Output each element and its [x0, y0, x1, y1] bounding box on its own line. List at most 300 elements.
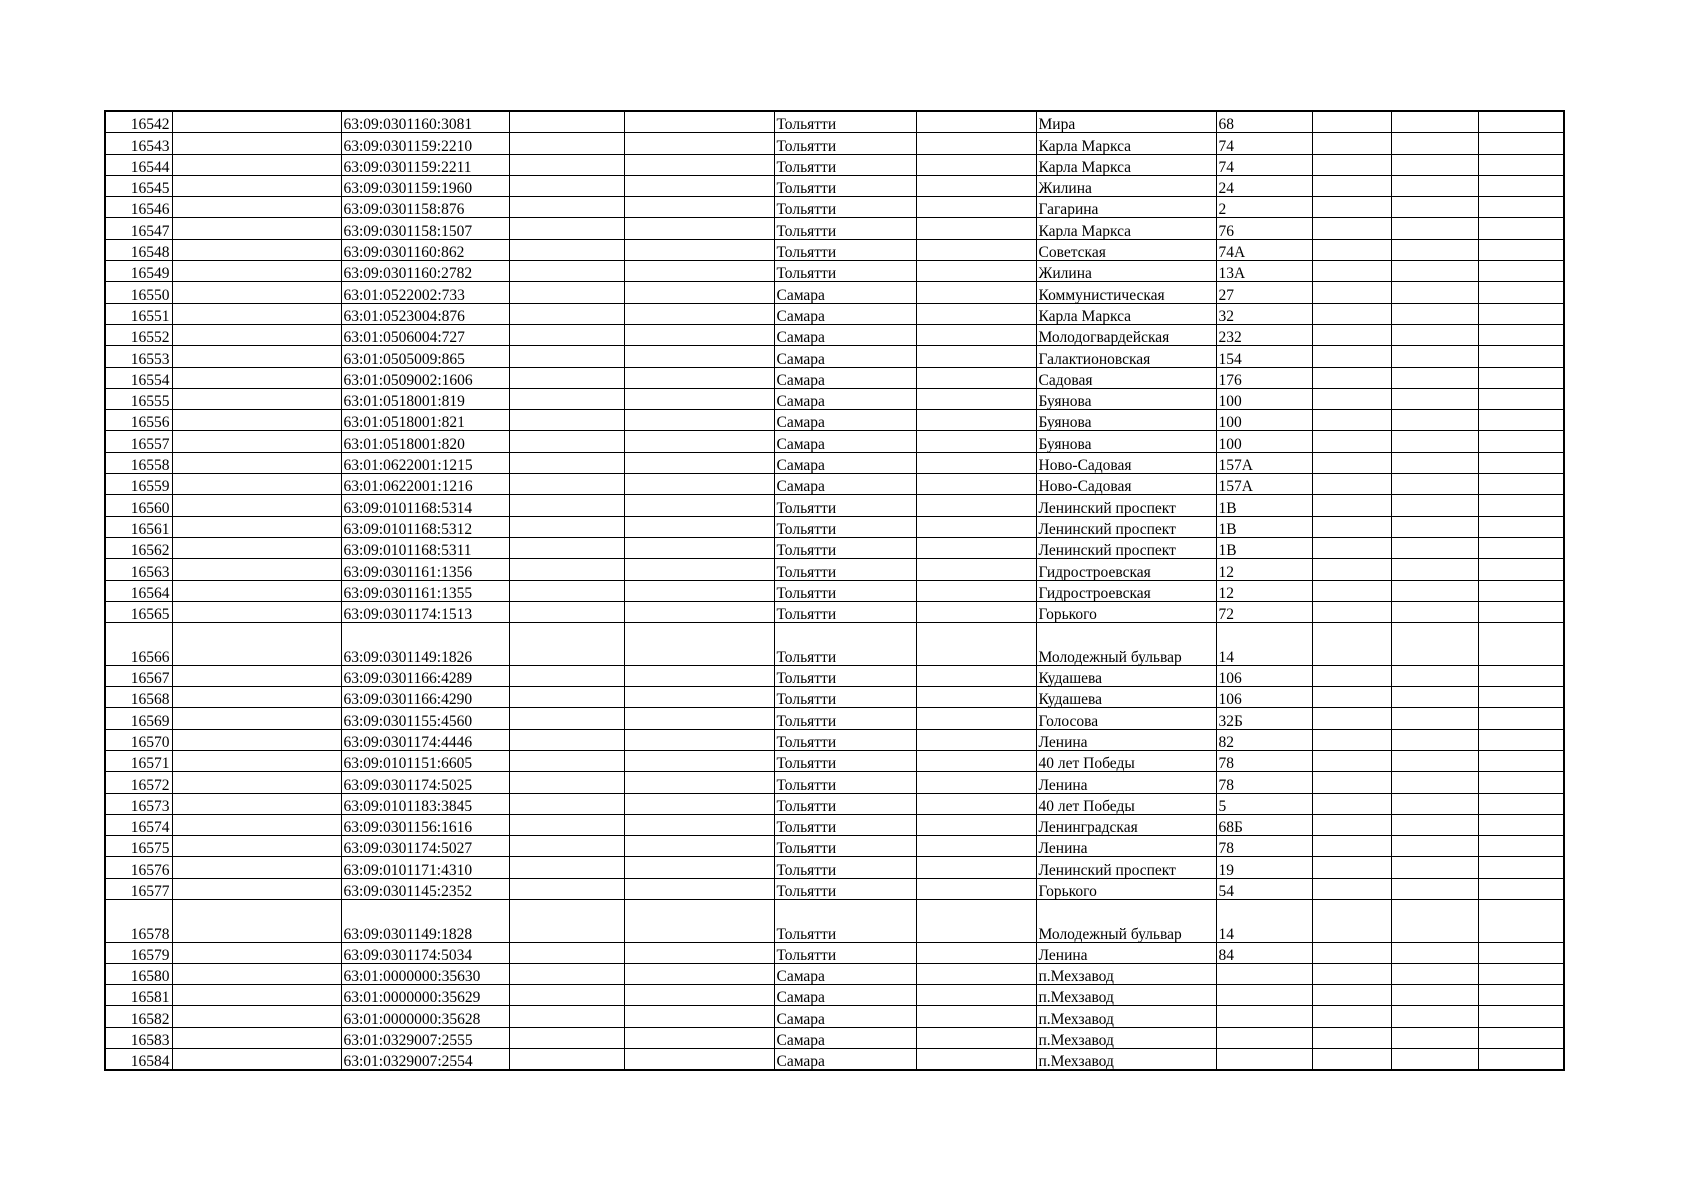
street-cell: Ленина: [1036, 772, 1216, 793]
empty-cell: [624, 665, 774, 686]
empty-cell: [624, 687, 774, 708]
empty-cell: [1478, 388, 1564, 409]
cadastral-number-cell: 63:09:0301158:876: [341, 197, 509, 218]
empty-cell: [916, 324, 1036, 345]
street-cell: Жилина: [1036, 175, 1216, 196]
empty-cell: [509, 899, 624, 942]
empty-cell: [624, 516, 774, 537]
street-cell: Ленинский проспект: [1036, 537, 1216, 558]
street-cell: п.Мехзавод: [1036, 1049, 1216, 1071]
table-row: [105, 452, 1564, 473]
empty-cell: [1391, 303, 1478, 324]
street-cell: 40 лет Победы: [1036, 750, 1216, 771]
empty-cell: [624, 431, 774, 452]
street-cell: Карла Маркса: [1036, 303, 1216, 324]
empty-cell: [916, 367, 1036, 388]
cadastral-number-cell: 63:09:0301166:4289: [341, 665, 509, 686]
empty-cell: [624, 495, 774, 516]
empty-cell: [172, 708, 341, 729]
empty-cell: [172, 899, 341, 942]
row-number-cell: 16545: [105, 175, 172, 196]
empty-cell: [509, 623, 624, 666]
empty-cell: [172, 985, 341, 1006]
empty-cell: [172, 836, 341, 857]
empty-cell: [509, 452, 624, 473]
empty-cell: [1312, 580, 1391, 601]
street-cell: Ленина: [1036, 836, 1216, 857]
empty-cell: [509, 324, 624, 345]
street-cell: п.Мехзавод: [1036, 1006, 1216, 1027]
empty-cell: [1391, 154, 1478, 175]
empty-cell: [509, 388, 624, 409]
house-number-cell: 72: [1216, 601, 1312, 622]
empty-cell: [1391, 261, 1478, 282]
empty-cell: [1391, 899, 1478, 942]
row-number-cell: 16573: [105, 793, 172, 814]
table-row: [105, 474, 1564, 495]
empty-cell: [624, 133, 774, 154]
empty-cell: [624, 537, 774, 558]
empty-cell: [1312, 367, 1391, 388]
empty-cell: [1391, 708, 1478, 729]
street-cell: Коммунистическая: [1036, 282, 1216, 303]
empty-cell: [1478, 261, 1564, 282]
empty-cell: [509, 793, 624, 814]
row-number-cell: 16551: [105, 303, 172, 324]
empty-cell: [916, 218, 1036, 239]
cadastral-number-cell: 63:01:0509002:1606: [341, 367, 509, 388]
cadastral-number-cell: 63:09:0301149:1826: [341, 623, 509, 666]
empty-cell: [1478, 495, 1564, 516]
empty-cell: [1312, 474, 1391, 495]
cadastral-number-cell: 63:09:0301159:1960: [341, 175, 509, 196]
house-number-cell: [1216, 985, 1312, 1006]
cadastral-number-cell: 63:01:0522002:733: [341, 282, 509, 303]
empty-cell: [1478, 559, 1564, 580]
empty-cell: [1391, 729, 1478, 750]
empty-cell: [916, 750, 1036, 771]
street-cell: Карла Маркса: [1036, 218, 1216, 239]
table-row: [105, 1027, 1564, 1048]
empty-cell: [509, 985, 624, 1006]
street-cell: Гагарина: [1036, 197, 1216, 218]
house-number-cell: 13А: [1216, 261, 1312, 282]
empty-cell: [916, 239, 1036, 260]
house-number-cell: 32: [1216, 303, 1312, 324]
street-cell: Кудашева: [1036, 687, 1216, 708]
empty-cell: [509, 857, 624, 878]
empty-cell: [509, 1027, 624, 1048]
empty-cell: [172, 687, 341, 708]
house-number-cell: 100: [1216, 410, 1312, 431]
empty-cell: [1391, 623, 1478, 666]
cadastral-number-cell: 63:01:0518001:820: [341, 431, 509, 452]
empty-cell: [1478, 580, 1564, 601]
empty-cell: [1391, 431, 1478, 452]
house-number-cell: 157А: [1216, 474, 1312, 495]
empty-cell: [624, 708, 774, 729]
empty-cell: [1478, 985, 1564, 1006]
empty-cell: [916, 410, 1036, 431]
cadastral-number-cell: 63:09:0301149:1828: [341, 899, 509, 942]
street-cell: Ново-Садовая: [1036, 452, 1216, 473]
row-number-cell: 16568: [105, 687, 172, 708]
city-cell: Тольятти: [774, 857, 916, 878]
house-number-cell: 68Б: [1216, 814, 1312, 835]
street-cell: Молодогвардейская: [1036, 324, 1216, 345]
cadastral-number-cell: 63:01:0329007:2555: [341, 1027, 509, 1048]
empty-cell: [509, 601, 624, 622]
empty-cell: [1391, 1027, 1478, 1048]
empty-cell: [916, 708, 1036, 729]
empty-cell: [916, 452, 1036, 473]
cadastral-number-cell: 63:09:0301174:5034: [341, 942, 509, 963]
empty-cell: [1312, 857, 1391, 878]
house-number-cell: 157А: [1216, 452, 1312, 473]
row-number-cell: 16544: [105, 154, 172, 175]
house-number-cell: 74А: [1216, 239, 1312, 260]
street-cell: Горького: [1036, 601, 1216, 622]
row-number-cell: 16567: [105, 665, 172, 686]
empty-cell: [1312, 1027, 1391, 1048]
empty-cell: [172, 580, 341, 601]
empty-cell: [1478, 367, 1564, 388]
empty-cell: [1478, 474, 1564, 495]
empty-cell: [916, 623, 1036, 666]
empty-cell: [1478, 282, 1564, 303]
row-number-cell: 16583: [105, 1027, 172, 1048]
house-number-cell: 14: [1216, 899, 1312, 942]
row-number-cell: 16555: [105, 388, 172, 409]
cadastral-number-cell: 63:01:0000000:35630: [341, 963, 509, 984]
street-cell: Ново-Садовая: [1036, 474, 1216, 495]
empty-cell: [916, 878, 1036, 899]
empty-cell: [509, 687, 624, 708]
empty-cell: [1478, 175, 1564, 196]
street-cell: п.Мехзавод: [1036, 985, 1216, 1006]
street-cell: Ленинский проспект: [1036, 857, 1216, 878]
empty-cell: [916, 303, 1036, 324]
row-number-cell: 16564: [105, 580, 172, 601]
empty-cell: [1312, 175, 1391, 196]
table-row: [105, 601, 1564, 622]
house-number-cell: [1216, 1049, 1312, 1071]
house-number-cell: 74: [1216, 154, 1312, 175]
empty-cell: [1312, 1006, 1391, 1027]
empty-cell: [172, 665, 341, 686]
empty-cell: [1391, 282, 1478, 303]
empty-cell: [916, 197, 1036, 218]
cadastral-number-cell: 63:09:0101168:5312: [341, 516, 509, 537]
row-number-cell: 16546: [105, 197, 172, 218]
house-number-cell: 1В: [1216, 537, 1312, 558]
empty-cell: [624, 303, 774, 324]
street-cell: Буянова: [1036, 410, 1216, 431]
empty-cell: [1478, 623, 1564, 666]
cadastral-number-cell: 63:01:0000000:35629: [341, 985, 509, 1006]
empty-cell: [916, 111, 1036, 133]
empty-cell: [1312, 282, 1391, 303]
empty-cell: [624, 729, 774, 750]
cadastral-number-cell: 63:09:0301158:1507: [341, 218, 509, 239]
empty-cell: [1312, 133, 1391, 154]
empty-cell: [1391, 814, 1478, 835]
empty-cell: [172, 452, 341, 473]
row-number-cell: 16562: [105, 537, 172, 558]
empty-cell: [1312, 772, 1391, 793]
house-number-cell: 14: [1216, 623, 1312, 666]
city-cell: Тольятти: [774, 942, 916, 963]
city-cell: Самара: [774, 985, 916, 1006]
empty-cell: [1312, 495, 1391, 516]
empty-cell: [624, 878, 774, 899]
empty-cell: [916, 1027, 1036, 1048]
row-number-cell: 16577: [105, 878, 172, 899]
city-cell: Тольятти: [774, 729, 916, 750]
city-cell: Тольятти: [774, 814, 916, 835]
city-cell: Тольятти: [774, 580, 916, 601]
empty-cell: [509, 580, 624, 601]
empty-cell: [172, 154, 341, 175]
city-cell: Тольятти: [774, 665, 916, 686]
house-number-cell: 176: [1216, 367, 1312, 388]
table-row: [105, 239, 1564, 260]
house-number-cell: 12: [1216, 580, 1312, 601]
empty-cell: [509, 474, 624, 495]
empty-cell: [624, 750, 774, 771]
house-number-cell: 106: [1216, 687, 1312, 708]
property-table: [104, 110, 1565, 1071]
empty-cell: [509, 111, 624, 133]
empty-cell: [1391, 985, 1478, 1006]
house-number-cell: 106: [1216, 665, 1312, 686]
empty-cell: [509, 878, 624, 899]
empty-cell: [916, 537, 1036, 558]
city-cell: Тольятти: [774, 516, 916, 537]
empty-cell: [916, 580, 1036, 601]
city-cell: Тольятти: [774, 793, 916, 814]
table-row: [105, 793, 1564, 814]
row-number-cell: 16576: [105, 857, 172, 878]
empty-cell: [509, 346, 624, 367]
cadastral-number-cell: 63:01:0506004:727: [341, 324, 509, 345]
city-cell: Тольятти: [774, 218, 916, 239]
empty-cell: [916, 772, 1036, 793]
row-number-cell: 16572: [105, 772, 172, 793]
empty-cell: [1391, 410, 1478, 431]
empty-cell: [172, 942, 341, 963]
empty-cell: [916, 516, 1036, 537]
empty-cell: [624, 367, 774, 388]
empty-cell: [916, 814, 1036, 835]
table-row: [105, 111, 1564, 133]
empty-cell: [172, 239, 341, 260]
city-cell: Тольятти: [774, 750, 916, 771]
cadastral-number-cell: 63:01:0523004:876: [341, 303, 509, 324]
empty-cell: [172, 282, 341, 303]
empty-cell: [916, 836, 1036, 857]
city-cell: Тольятти: [774, 708, 916, 729]
empty-cell: [1312, 410, 1391, 431]
city-cell: Самара: [774, 431, 916, 452]
empty-cell: [916, 899, 1036, 942]
city-cell: Самара: [774, 324, 916, 345]
empty-cell: [509, 814, 624, 835]
city-cell: Тольятти: [774, 878, 916, 899]
house-number-cell: 68: [1216, 111, 1312, 133]
table-row: [105, 836, 1564, 857]
table-row: [105, 750, 1564, 771]
house-number-cell: 82: [1216, 729, 1312, 750]
empty-cell: [1391, 836, 1478, 857]
row-number-cell: 16553: [105, 346, 172, 367]
table-row: [105, 154, 1564, 175]
empty-cell: [172, 218, 341, 239]
empty-cell: [172, 346, 341, 367]
table-row: [105, 197, 1564, 218]
empty-cell: [1478, 750, 1564, 771]
city-cell: Тольятти: [774, 836, 916, 857]
empty-cell: [1478, 857, 1564, 878]
empty-cell: [509, 729, 624, 750]
empty-cell: [1391, 452, 1478, 473]
city-cell: Тольятти: [774, 623, 916, 666]
street-cell: Жилина: [1036, 261, 1216, 282]
empty-cell: [1312, 750, 1391, 771]
empty-cell: [1478, 197, 1564, 218]
city-cell: Самара: [774, 963, 916, 984]
empty-cell: [509, 154, 624, 175]
empty-cell: [916, 665, 1036, 686]
empty-cell: [1391, 388, 1478, 409]
table-row: [105, 580, 1564, 601]
table-row: [105, 985, 1564, 1006]
empty-cell: [172, 559, 341, 580]
empty-cell: [172, 878, 341, 899]
empty-cell: [172, 963, 341, 984]
empty-cell: [172, 474, 341, 495]
empty-cell: [172, 623, 341, 666]
house-number-cell: 27: [1216, 282, 1312, 303]
empty-cell: [1478, 111, 1564, 133]
empty-cell: [1391, 793, 1478, 814]
city-cell: Самара: [774, 282, 916, 303]
empty-cell: [624, 793, 774, 814]
cadastral-number-cell: 63:09:0301174:5027: [341, 836, 509, 857]
empty-cell: [1478, 346, 1564, 367]
empty-cell: [172, 537, 341, 558]
cadastral-number-cell: 63:09:0101183:3845: [341, 793, 509, 814]
street-cell: 40 лет Победы: [1036, 793, 1216, 814]
row-number-cell: 16561: [105, 516, 172, 537]
empty-cell: [916, 154, 1036, 175]
city-cell: Самара: [774, 346, 916, 367]
empty-cell: [624, 218, 774, 239]
empty-cell: [1478, 154, 1564, 175]
empty-cell: [916, 559, 1036, 580]
empty-cell: [1312, 665, 1391, 686]
empty-cell: [1478, 1049, 1564, 1071]
empty-cell: [509, 303, 624, 324]
street-cell: Молодежный бульвар: [1036, 623, 1216, 666]
row-number-cell: 16542: [105, 111, 172, 133]
row-number-cell: 16560: [105, 495, 172, 516]
city-cell: Тольятти: [774, 601, 916, 622]
empty-cell: [624, 601, 774, 622]
table-row: [105, 175, 1564, 196]
empty-cell: [509, 367, 624, 388]
city-cell: Тольятти: [774, 197, 916, 218]
empty-cell: [1312, 111, 1391, 133]
street-cell: Буянова: [1036, 388, 1216, 409]
empty-cell: [1478, 537, 1564, 558]
city-cell: Тольятти: [774, 559, 916, 580]
row-number-cell: 16550: [105, 282, 172, 303]
row-number-cell: 16558: [105, 452, 172, 473]
row-number-cell: 16547: [105, 218, 172, 239]
empty-cell: [1312, 687, 1391, 708]
empty-cell: [172, 750, 341, 771]
cadastral-number-cell: 63:09:0301166:4290: [341, 687, 509, 708]
empty-cell: [1478, 303, 1564, 324]
empty-cell: [1312, 985, 1391, 1006]
row-number-cell: 16579: [105, 942, 172, 963]
empty-cell: [1391, 111, 1478, 133]
empty-cell: [509, 537, 624, 558]
empty-cell: [1478, 899, 1564, 942]
empty-cell: [1478, 410, 1564, 431]
table-row: [105, 324, 1564, 345]
empty-cell: [916, 729, 1036, 750]
empty-cell: [1312, 559, 1391, 580]
empty-cell: [172, 175, 341, 196]
empty-cell: [624, 324, 774, 345]
empty-cell: [509, 708, 624, 729]
empty-cell: [1312, 814, 1391, 835]
house-number-cell: 76: [1216, 218, 1312, 239]
city-cell: Тольятти: [774, 133, 916, 154]
empty-cell: [172, 303, 341, 324]
empty-cell: [624, 899, 774, 942]
empty-cell: [1391, 750, 1478, 771]
empty-cell: [1391, 537, 1478, 558]
empty-cell: [916, 431, 1036, 452]
table-row: [105, 665, 1564, 686]
house-number-cell: 232: [1216, 324, 1312, 345]
table-row: [105, 942, 1564, 963]
row-number-cell: 16563: [105, 559, 172, 580]
cadastral-number-cell: 63:01:0518001:821: [341, 410, 509, 431]
house-number-cell: 84: [1216, 942, 1312, 963]
empty-cell: [624, 623, 774, 666]
cadastral-number-cell: 63:09:0301174:1513: [341, 601, 509, 622]
row-number-cell: 16584: [105, 1049, 172, 1071]
table-row: [105, 857, 1564, 878]
row-number-cell: 16557: [105, 431, 172, 452]
table-body: [105, 111, 1564, 1070]
empty-cell: [1312, 878, 1391, 899]
empty-cell: [624, 1006, 774, 1027]
empty-cell: [1391, 772, 1478, 793]
empty-cell: [1391, 239, 1478, 260]
house-number-cell: 78: [1216, 772, 1312, 793]
empty-cell: [1391, 346, 1478, 367]
empty-cell: [624, 814, 774, 835]
city-cell: Самара: [774, 474, 916, 495]
city-cell: Самара: [774, 452, 916, 473]
empty-cell: [916, 133, 1036, 154]
empty-cell: [172, 772, 341, 793]
